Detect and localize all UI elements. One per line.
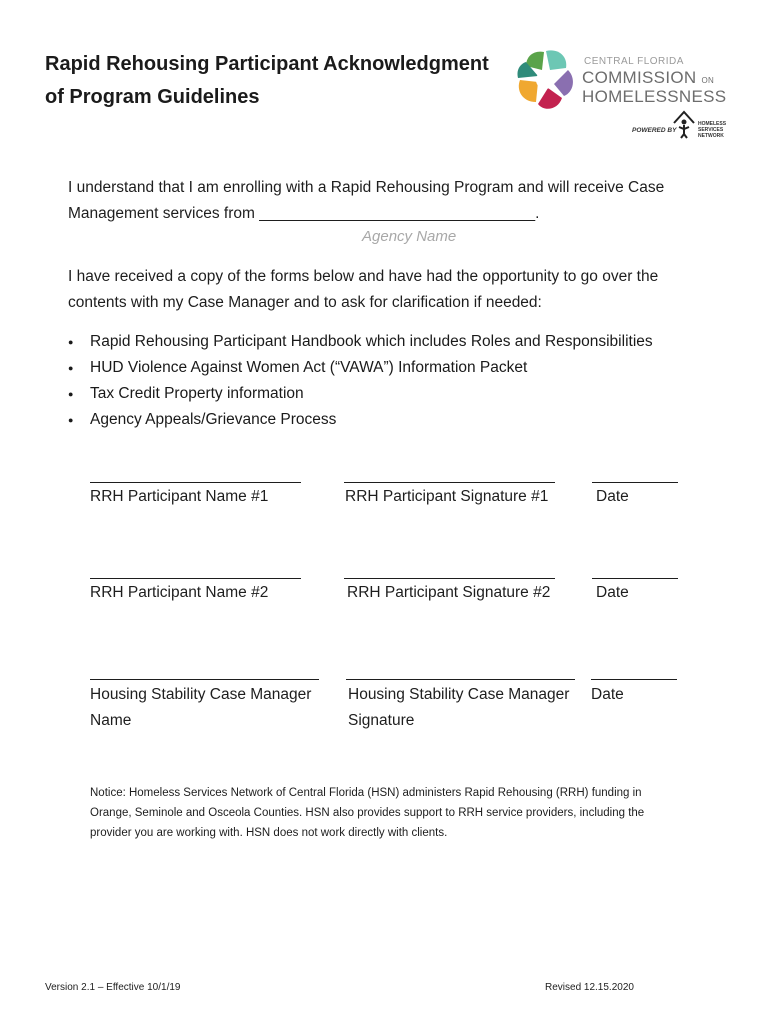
case-manager-name-label — [90, 682, 311, 734]
participant-signature-2-line[interactable] — [344, 578, 555, 579]
commission-logo — [514, 48, 729, 143]
date-1-line[interactable] — [592, 482, 678, 483]
list-item: ● Agency Appeals/Grievance Process — [68, 407, 653, 433]
title-line-2: of Program Guidelines — [45, 86, 260, 108]
intro-paragraph — [68, 175, 708, 227]
received-paragraph — [68, 264, 708, 316]
title-line-1: Rapid Rehousing Participant Acknowledgment — [45, 53, 489, 75]
case-manager-name-line-1: Housing Stability Case Manager — [90, 686, 312, 703]
logo-line-3: HOMELESSNESS — [582, 87, 727, 106]
logo-on: ON — [701, 76, 715, 85]
notice-line-2: Orange, Seminole and Osceola Counties. HSN also provides support to RRH service providers, including the — [90, 807, 645, 819]
participant-name-2-label: RRH Participant Name #2 — [90, 584, 269, 601]
hsn-wordmark — [698, 121, 726, 139]
date-2-label: Date — [596, 584, 629, 601]
participant-name-1-line[interactable] — [90, 482, 301, 483]
hsn-line-3: NETWORK — [698, 133, 724, 139]
date-3-label: Date — [591, 686, 624, 703]
powered-by-label: POWERED BY — [632, 127, 677, 134]
participant-name-1-label: RRH Participant Name #1 — [90, 488, 269, 505]
hsn-house-icon — [672, 109, 696, 139]
version-footer: Version 2.1 – Effective 10/1/19 — [45, 982, 181, 993]
notice-line-3: provider you are working with. HSN does not work directly with clients. — [90, 827, 448, 839]
participant-name-2-line[interactable] — [90, 578, 301, 579]
participant-signature-1-line[interactable] — [344, 482, 555, 483]
date-2-line[interactable] — [592, 578, 678, 579]
logo-commission: COMMISSION — [582, 68, 697, 87]
participant-signature-1-label: RRH Participant Signature #1 — [345, 488, 549, 505]
page-title — [45, 48, 505, 114]
case-manager-signature-line[interactable] — [346, 679, 575, 680]
logo-line-2 — [582, 68, 714, 88]
case-manager-name-line-2: Name — [90, 712, 132, 729]
case-manager-signature-line-1: Housing Stability Case Manager — [348, 686, 570, 703]
notice-paragraph — [90, 783, 700, 843]
list-item: ● HUD Violence Against Women Act (“VAWA”) Information Packet — [68, 355, 653, 381]
date-3-line[interactable] — [591, 679, 677, 680]
revised-footer: Revised 12.15.2020 — [545, 982, 634, 993]
case-manager-signature-line-2: Signature — [348, 712, 415, 729]
notice-line-1: Notice: Homeless Services Network of Central Florida (HSN) administers Rapid Rehousing (RRH) funding in — [90, 787, 642, 799]
hsn-line-1: HOMELESS — [698, 121, 727, 127]
intro-line-2: Management services from ________________________________. — [68, 205, 540, 222]
list-item: ● Rapid Rehousing Participant Handbook which includes Roles and Responsibilities — [68, 329, 653, 355]
participant-signature-2-label: RRH Participant Signature #2 — [347, 584, 551, 601]
logo-line-1: CENTRAL FLORIDA — [584, 56, 684, 67]
commission-flower-icon — [514, 48, 578, 112]
case-manager-name-line[interactable] — [90, 679, 319, 680]
hsn-line-2: SERVICES — [698, 127, 724, 133]
forms-list — [68, 329, 653, 433]
case-manager-signature-label — [348, 682, 569, 734]
intro-line-1: I understand that I am enrolling with a Rapid Rehousing Program and will receive Case — [68, 179, 665, 196]
date-1-label: Date — [596, 488, 629, 505]
received-line-1: I have received a copy of the forms below and have had the opportunity to go over the — [68, 268, 659, 285]
agency-name-caption: Agency Name — [362, 228, 457, 245]
received-line-2: contents with my Case Manager and to ask for clarification if needed: — [68, 294, 542, 311]
list-item: ● Tax Credit Property information — [68, 381, 653, 407]
